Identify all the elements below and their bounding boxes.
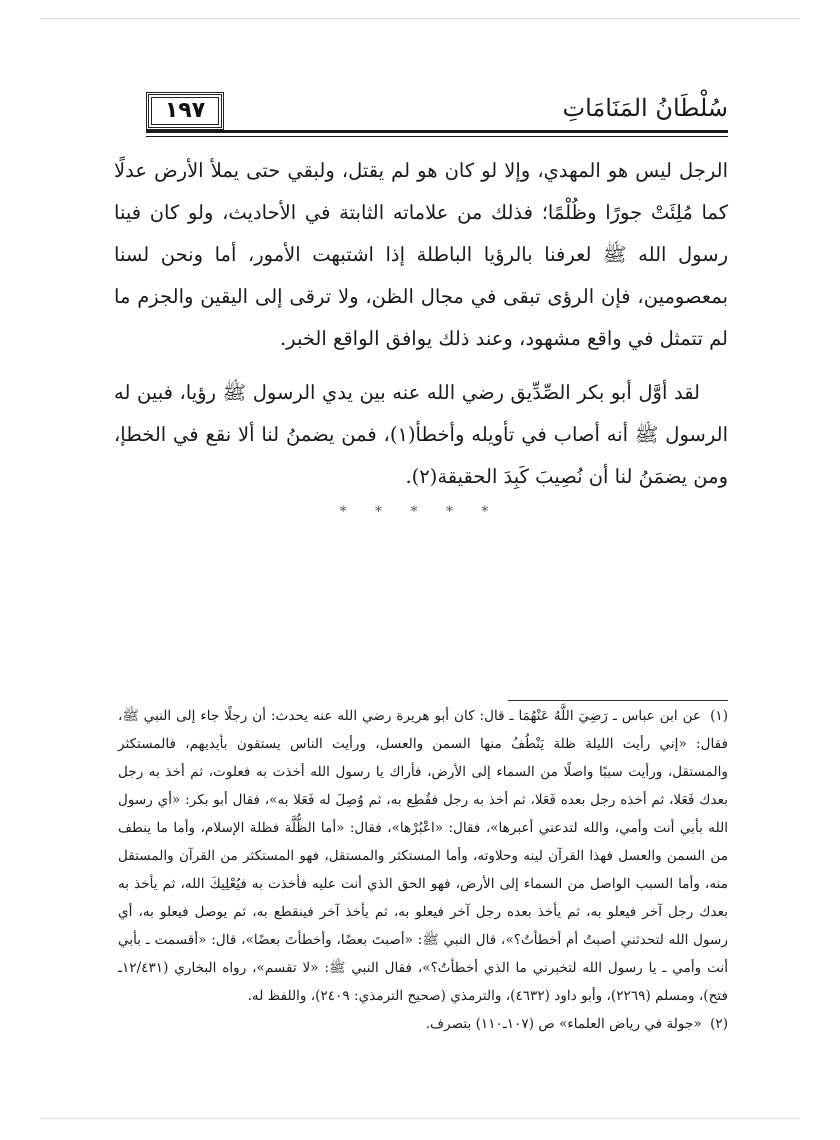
paragraph: لقد أوَّل أبو بكر الصِّدِّيق رضي الله عنه بين يدي الرسول ﷺ رؤيا، فبين له الرسول ﷺ أنه أصاب في تأويله وأخطأ(١)، فمن يضمنُ لنا ألا نقع في الخطإ، ومن يضمَنُ لنا أن نُصِيبَ كَبِدَ الحقيقة(٢). xyxy=(114,381,728,488)
footnote-number: (١) xyxy=(710,708,728,724)
footnotes xyxy=(118,702,728,1038)
footnote-text: عن ابن عباس ـ رَضِيَ اللَّهُ عَنْهُمَا ـ قال: كان أبو هريرة رضي الله عنه يحدث: أن رجلًا جاء إلى النبي ﷺ، فقال: «إني رأيت الليلة ظلة يَنْطُفُ منها السمن والعسل، ورأيت الناس يستقون بأيديهم، فالمستكثر والمستقل، ورأيت سببًا واصلًا من السماء إلى الأرض، فأراك يا رسول الله أخذت به فعلوت، ثم أخذ به رجل بعدك فَعَلا، ثم أخذه رجل بعده فَعَلا، ثم أخذ به رجل فقُطِع به، ثم وُصِلَ له فَعَلا به»، فقال أبو بكر: «أي رسول الله بأبي أنت وأمي، والله لتدعني أعبرها»، فقال: «اعْبُرْها»، فقال: «أما الظُّلَّة فظلة الإسلام، وأما ما ينطف من السمن والعسل فهذا القرآن لينه وحلاوته، وأما المستكثر والمستقل، فهو المستكثر من القرآن والمستقل منه، وأما السبب الواصل من السماء إلى الأرض، فهو الحق الذي أنت عليه فأخذت به فيُعْلِيكَ الله، ثم يأخذ به بعدك رجل آخر فيعلو به، ثم يأخذ بعده رجل آخر فيعلو به، ثم يأخذ آخر فينقطع به، ثم يوصل فيعلو به، أي رسول الله لتحدثني أصبتُ أم أخطأتُ؟»، قال النبي ﷺ: «أصبتَ بعضًا، وأخطأتَ بعضًا»، قال: «أقسمت ـ بأبي أنت وأمي ـ يا رسول الله لتخبرني ما الذي أخطأتُ؟»، فقال النبي ﷺ: «لا تقسم»، رواه البخاري (١٢/٤٣١ـ فتح)، ومسلم (٢٢٦٩)، وأبو داود (٤٦٣٢)، والترمذي (صحيح الترمذي: ٢٤٠٩)، واللفظ له. xyxy=(118,708,728,1004)
section-separator: * * * * * xyxy=(339,504,501,520)
running-title: سُلْطَانُ المَنَامَاتِ xyxy=(562,94,728,122)
footnote xyxy=(118,702,728,1010)
page-number: ١٩٧ xyxy=(146,92,224,130)
page-header xyxy=(146,90,728,132)
header-rule-thin xyxy=(146,136,728,137)
footnote-rule xyxy=(508,700,728,701)
footnote-number: (٢) xyxy=(710,1016,728,1032)
scan-edge-bottom xyxy=(40,1118,800,1119)
paragraph: الرجل ليس هو المهدي، وإلا لو كان هو لم يقتل، ولبقي حتى يملأ الأرض عدلًا كما مُلِئَتْ جورًا وظُلْمًا؛ فذلك من علاماته الثابتة في الأحاديث، ولو كان فينا رسول الله ﷺ لعرفنا بالرؤيا الباطلة إذا اشتبهت الأمور، أما ونحن لسنا بمعصومين، فإن الرؤى تبقى في مجال الظن، ولا ترقى إلى اليقين والجزم ما لم تتمثل في واقع مشهود، وعند ذلك يوافق الواقع الخبر. xyxy=(114,159,728,350)
header-rule xyxy=(146,130,728,133)
footnote xyxy=(118,1010,728,1038)
main-text xyxy=(114,150,728,510)
footnote-text: «جولة في رياض العلماء» ص (١٠٧ـ١١٠) بتصرف. xyxy=(425,1016,702,1032)
scan-edge-top xyxy=(40,18,800,19)
